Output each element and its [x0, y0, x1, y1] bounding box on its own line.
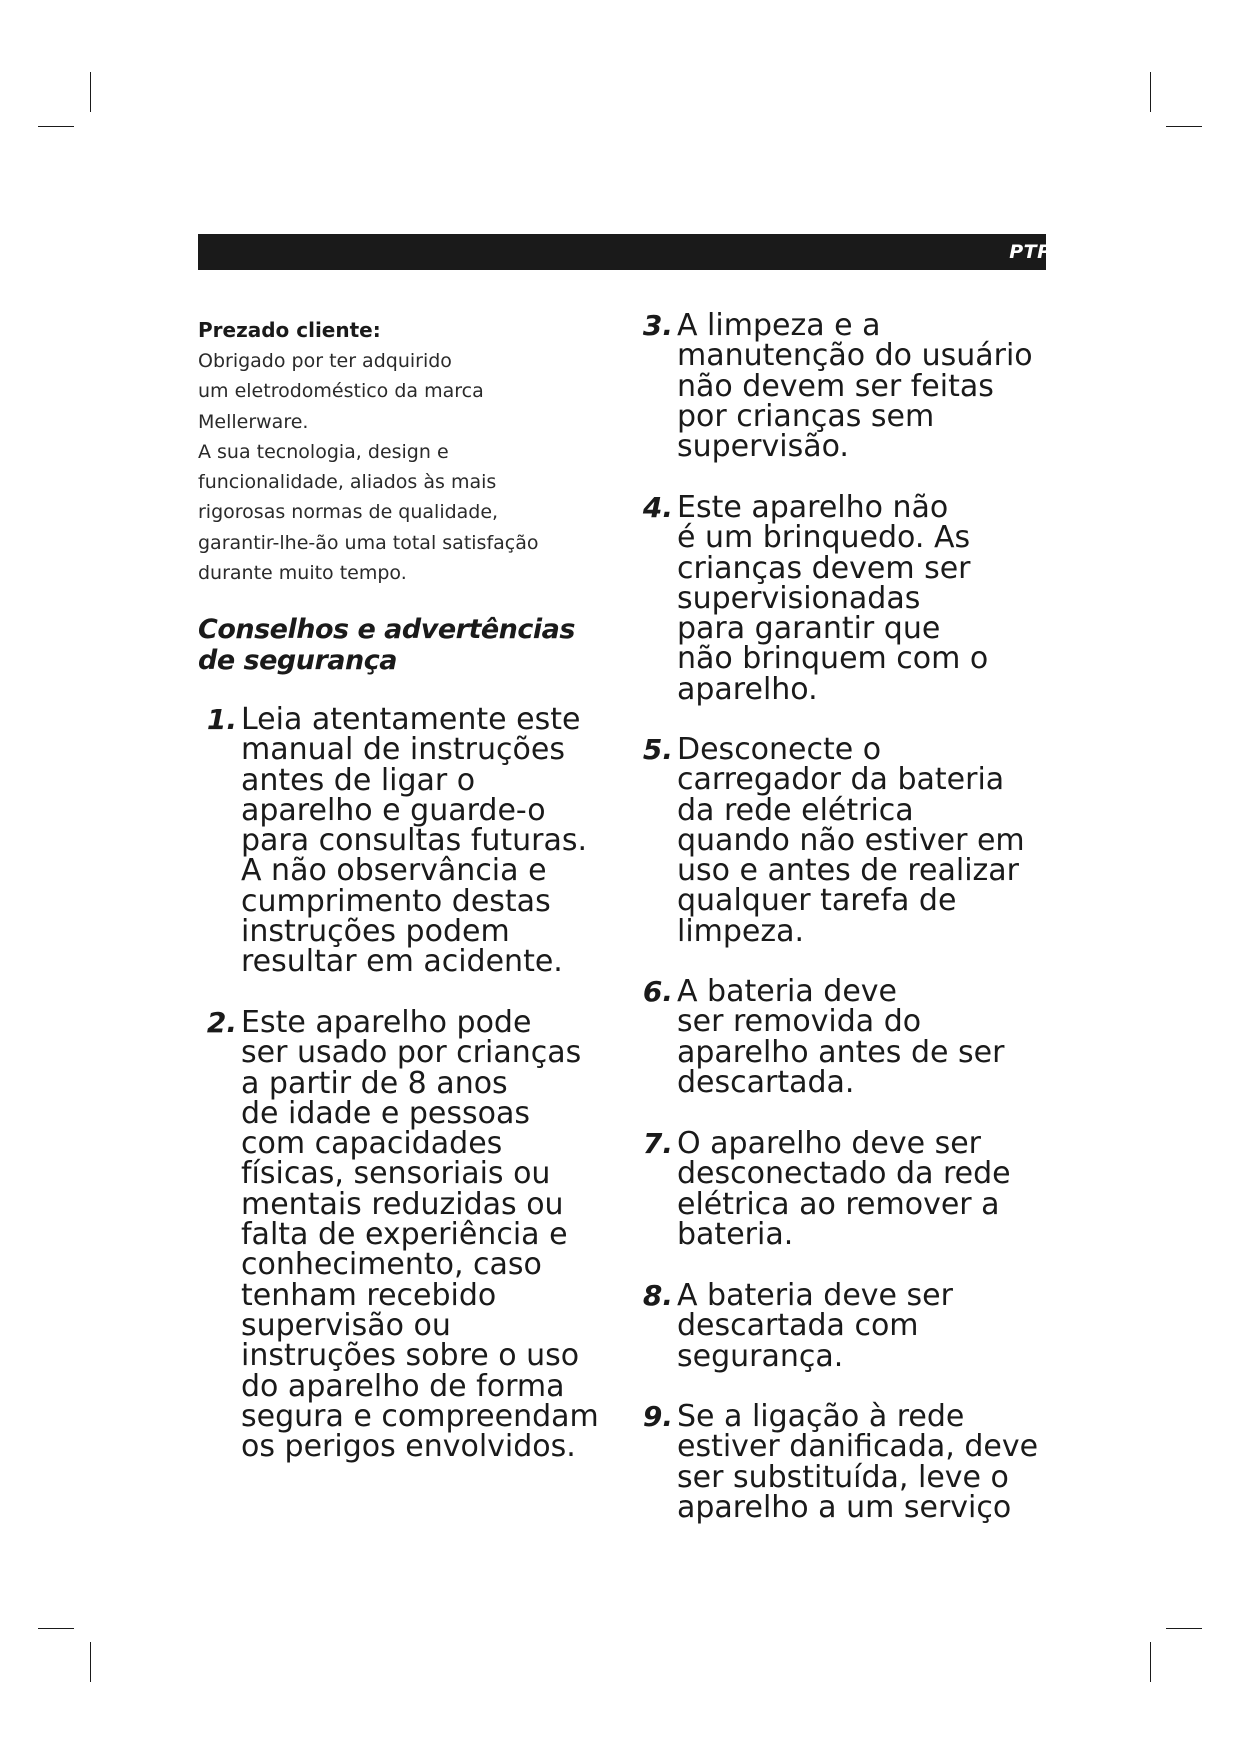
- safety-item-4: [642, 490, 989, 707]
- item-line: ser removida do: [677, 1004, 922, 1040]
- item-line: A limpeza e a: [677, 308, 881, 343]
- intro-line: funcionalidade, aliados às mais: [198, 471, 497, 494]
- item-line: desconectado da rede: [677, 1156, 1011, 1192]
- language-tag: PTPC: [1009, 241, 1066, 263]
- crop-mark-bottom-left-v: [90, 1642, 91, 1682]
- intro-line: garantir-lhe-ão uma total satisfação: [198, 531, 539, 554]
- item-line: supervisão ou: [241, 1307, 451, 1343]
- item-line: para garantir que: [677, 611, 941, 647]
- item-line: conhecimento, caso: [241, 1247, 542, 1283]
- item-line: Este aparelho não: [677, 490, 949, 525]
- item-line: A não observância e: [241, 853, 547, 889]
- item-line: da rede elétrica: [677, 792, 914, 828]
- item-line: instruções sobre o uso: [241, 1338, 580, 1374]
- item-line: uso e antes de realizar: [677, 853, 1019, 889]
- item-line: Leia atentamente este: [241, 702, 581, 737]
- item-line: mentais reduzidas ou: [241, 1186, 564, 1222]
- crop-mark-bottom-right-h: [1166, 1628, 1202, 1629]
- item-line: aparelho e guarde-o: [241, 792, 546, 828]
- item-line: instruções podem: [241, 914, 510, 950]
- item-line: com capacidades: [241, 1126, 503, 1162]
- item-line: aparelho a um serviço: [677, 1489, 1012, 1525]
- item-line: limpeza.: [677, 913, 805, 949]
- item-line: cumprimento destas: [241, 883, 551, 919]
- item-number: 9.: [642, 1400, 673, 1433]
- item-line: os perigos envolvidos.: [241, 1429, 576, 1465]
- item-line: para consultas futuras.: [241, 823, 588, 859]
- item-line: ser usado por crianças: [241, 1035, 582, 1071]
- item-line: supervisão.: [677, 429, 849, 465]
- item-line: antes de ligar o: [241, 762, 476, 798]
- crop-mark-top-right-v: [1150, 72, 1151, 112]
- item-line: descartada com: [677, 1308, 919, 1344]
- crop-mark-top-left-v: [90, 72, 91, 112]
- intro-line: um eletrodoméstico da marca: [198, 380, 484, 403]
- safety-item-9: [642, 1399, 1039, 1525]
- item-line: ser substituída, leve o: [677, 1459, 1009, 1495]
- item-line: não devem ser feitas: [677, 368, 994, 404]
- intro-line: rigorosas normas de qualidade,: [198, 501, 499, 524]
- item-line: tenham recebido: [241, 1277, 497, 1313]
- section-title-line: de segurança: [198, 645, 397, 676]
- item-line: não brinquem com o: [677, 641, 989, 677]
- safety-item-5: [642, 732, 1025, 949]
- item-line: carregador da bateria: [677, 762, 1005, 798]
- item-line: elétrica ao remover a: [677, 1186, 1000, 1222]
- crop-mark-bottom-left-h: [38, 1628, 74, 1629]
- item-line: de idade e pessoas: [241, 1095, 530, 1131]
- item-line: quando não estiver em: [677, 822, 1025, 858]
- item-number: 6.: [642, 975, 673, 1008]
- intro-line: Obrigado por ter adquirido: [198, 350, 452, 372]
- item-line: qualquer tarefa de: [677, 883, 957, 919]
- item-line: por crianças sem: [677, 398, 935, 434]
- item-line: do aparelho de forma: [241, 1368, 565, 1404]
- item-line: A bateria deve ser: [677, 1278, 953, 1313]
- item-line: supervisionadas: [677, 580, 921, 616]
- item-number: 4.: [642, 491, 673, 524]
- item-line: segurança.: [677, 1338, 844, 1374]
- item-line: bateria.: [677, 1216, 794, 1252]
- safety-item-1: [206, 702, 588, 980]
- header-bar: [198, 234, 1066, 270]
- intro-line: durante muito tempo.: [198, 562, 407, 585]
- item-number: 8.: [642, 1279, 673, 1312]
- crop-mark-top-left-h: [38, 126, 74, 127]
- safety-item-3: [642, 308, 1033, 465]
- item-line: é um brinquedo. As: [677, 520, 971, 556]
- item-line: crianças devem ser: [677, 550, 971, 586]
- safety-item-2: [206, 1005, 599, 1465]
- item-line: físicas, sensoriais ou: [241, 1156, 551, 1192]
- item-line: A bateria deve: [677, 974, 898, 1009]
- safety-item-7: [642, 1126, 1011, 1252]
- item-number: 2.: [206, 1006, 237, 1039]
- item-line: descartada.: [677, 1064, 855, 1100]
- crop-mark-top-right-h: [1166, 126, 1202, 127]
- item-number: 3.: [642, 309, 673, 342]
- safety-item-8: [642, 1278, 953, 1374]
- item-line: Este aparelho pode: [241, 1005, 532, 1040]
- item-number: 1.: [206, 703, 237, 736]
- greeting: Prezado cliente:: [198, 318, 381, 342]
- item-line: falta de experiência e: [241, 1217, 568, 1253]
- item-line: estiver danificada, deve: [677, 1429, 1039, 1465]
- safety-item-6: [642, 974, 1005, 1100]
- item-line: Se a ligação à rede: [677, 1399, 965, 1434]
- item-line: resultar em acidente.: [241, 944, 563, 980]
- intro-line: Mellerware.: [198, 410, 309, 433]
- item-line: O aparelho deve ser: [677, 1126, 981, 1161]
- item-line: Desconecte o: [677, 732, 882, 767]
- item-line: segura e compreendam: [241, 1398, 599, 1434]
- item-number: 5.: [642, 733, 673, 766]
- item-line: manutenção do usuário: [677, 338, 1033, 374]
- item-line: aparelho antes de ser: [677, 1034, 1005, 1070]
- item-line: aparelho.: [677, 671, 818, 707]
- crop-mark-bottom-right-v: [1150, 1642, 1151, 1682]
- intro-line: A sua tecnologia, design e: [198, 440, 449, 463]
- intro-paragraph: [198, 314, 618, 588]
- item-line: manual de instruções: [241, 732, 565, 768]
- section-title-line: Conselhos e advertências: [198, 614, 575, 645]
- section-title: [198, 614, 618, 676]
- item-line: a partir de 8 anos: [241, 1065, 508, 1101]
- item-number: 7.: [642, 1127, 673, 1160]
